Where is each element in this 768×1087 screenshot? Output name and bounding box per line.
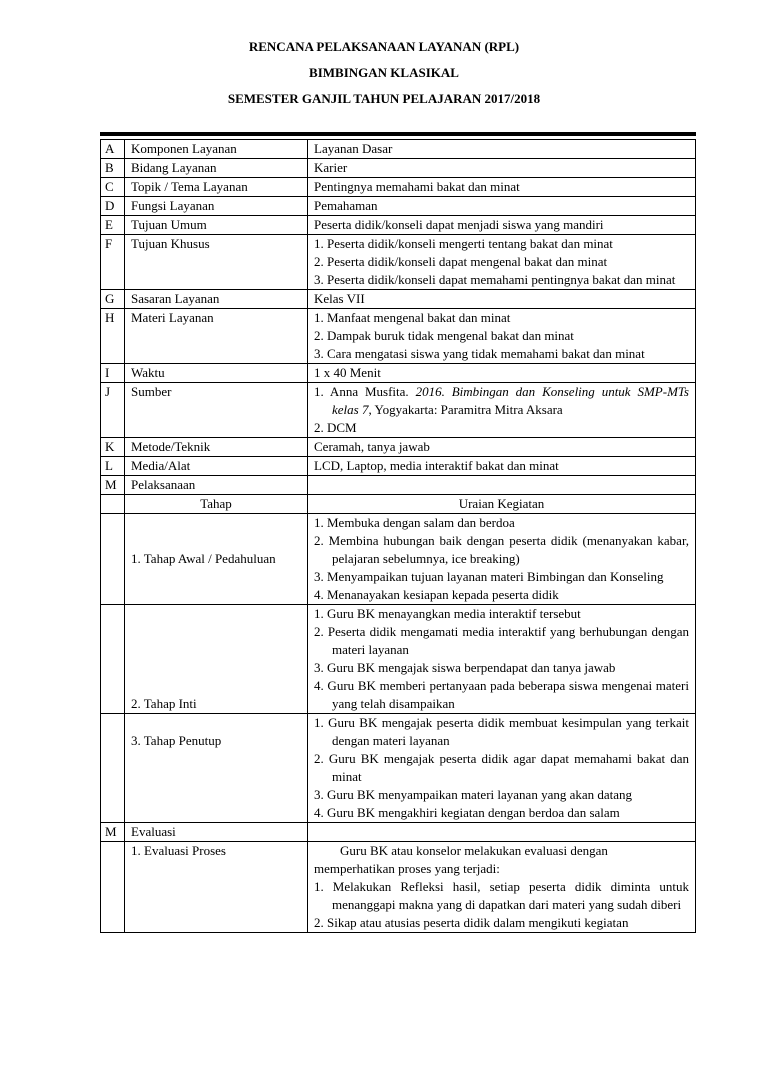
stage-label: 1. Evaluasi Proses bbox=[125, 842, 308, 933]
table-row bbox=[101, 290, 696, 309]
table-row bbox=[101, 383, 696, 438]
table-row bbox=[101, 495, 696, 514]
row-code: C bbox=[101, 178, 125, 197]
table-row bbox=[101, 514, 696, 605]
table-row bbox=[101, 197, 696, 216]
row-code bbox=[101, 605, 125, 714]
row-code: E bbox=[101, 216, 125, 235]
list-item bbox=[314, 383, 689, 419]
row-code bbox=[101, 842, 125, 933]
rpl-table bbox=[100, 139, 696, 933]
evaluation-intro: Guru BK atau konselor melakukan evaluasi dengan memperhatikan proses yang terjadi: bbox=[314, 843, 608, 876]
row-code bbox=[101, 514, 125, 605]
table-row bbox=[101, 235, 696, 290]
list-item: 2. Dampak buruk tidak mengenal bakat dan minat bbox=[314, 328, 574, 343]
table-row bbox=[101, 140, 696, 159]
row-value bbox=[308, 235, 696, 290]
ref-title: 2016. Bimbingan dan Konseling untuk SMP-MTs kelas 7 bbox=[332, 384, 689, 417]
list-item: 2. Guru BK mengajak peserta didik agar dapat memahami bakat dan minat bbox=[314, 751, 689, 784]
row-value: Layanan Dasar bbox=[308, 140, 696, 159]
row-value bbox=[308, 383, 696, 438]
row-code: K bbox=[101, 438, 125, 457]
row-label: Fungsi Layanan bbox=[125, 197, 308, 216]
list-item: 1. Membuka dengan salam dan berdoa bbox=[314, 515, 515, 530]
row-code: D bbox=[101, 197, 125, 216]
table-row bbox=[101, 216, 696, 235]
list-item: 2. Membina hubungan baik dengan peserta didik (menanyakan kabar, pelajaran sebelumnya, ice breaking) bbox=[314, 533, 689, 566]
table-row bbox=[101, 438, 696, 457]
list-item: 3. Peserta didik/konseli dapat memahami pentingnya bakat dan minat bbox=[314, 272, 676, 287]
source-list bbox=[314, 383, 689, 437]
row-label: Tujuan Khusus bbox=[125, 235, 308, 290]
stage-label bbox=[125, 714, 308, 823]
activity-list bbox=[314, 714, 689, 822]
column-header-uraian: Uraian Kegiatan bbox=[308, 495, 696, 514]
row-label: Sumber bbox=[125, 383, 308, 438]
row-label: Tujuan Umum bbox=[125, 216, 308, 235]
list-item: 1. Peserta didik/konseli mengerti tentang bakat dan minat bbox=[314, 236, 613, 251]
row-label: Komponen Layanan bbox=[125, 140, 308, 159]
table-row bbox=[101, 842, 696, 933]
row-value: Pentingnya memahami bakat dan minat bbox=[308, 178, 696, 197]
stage-label: 1. Tahap Awal / Pedahuluan bbox=[125, 514, 308, 605]
stage-activities bbox=[308, 514, 696, 605]
row-code bbox=[101, 495, 125, 514]
table-row bbox=[101, 159, 696, 178]
row-label: Sasaran Layanan bbox=[125, 290, 308, 309]
row-label: Waktu bbox=[125, 364, 308, 383]
row-value: Kelas VII bbox=[308, 290, 696, 309]
row-label: Media/Alat bbox=[125, 457, 308, 476]
document-title: RENCANA PELAKSANAAN LAYANAN (RPL) bbox=[248, 39, 520, 54]
row-label: Topik / Tema Layanan bbox=[125, 178, 308, 197]
list-item: 4. Menanayakan kesiapan kepada peserta didik bbox=[314, 587, 559, 602]
stage-label: 2. Tahap Inti bbox=[125, 605, 308, 714]
evaluation-text bbox=[308, 842, 696, 933]
row-value bbox=[308, 476, 696, 495]
table-row bbox=[101, 714, 696, 823]
row-value: Peserta didik/konseli dapat menjadi siswa yang mandiri bbox=[308, 216, 696, 235]
activity-list bbox=[314, 514, 689, 604]
ref-publisher: , Yogyakarta: Paramitra Mitra Aksara bbox=[368, 402, 563, 417]
list-item: 3. Guru BK mengajak siswa berpendapat dan tanya jawab bbox=[314, 660, 616, 675]
row-code: M bbox=[101, 823, 125, 842]
row-value bbox=[308, 823, 696, 842]
list-item: 4. Guru BK memberi pertanyaan pada beberapa siswa mengenai materi yang telah disampaikan bbox=[314, 678, 689, 711]
row-value: Pemahaman bbox=[308, 197, 696, 216]
list-item: 3. Cara mengatasi siswa yang tidak memahami bakat dan minat bbox=[314, 346, 645, 361]
row-code: B bbox=[101, 159, 125, 178]
list-item: 2. Peserta didik mengamati media interaktif yang berhubungan dengan materi layanan bbox=[314, 624, 689, 657]
list-item: 1. Guru BK mengajak peserta didik membuat kesimpulan yang terkait dengan materi layanan bbox=[314, 715, 689, 748]
column-header-tahap: Tahap bbox=[125, 495, 308, 514]
row-code: H bbox=[101, 309, 125, 364]
table-row bbox=[101, 476, 696, 495]
top-rule bbox=[100, 132, 696, 136]
row-value: Ceramah, tanya jawab bbox=[308, 438, 696, 457]
row-label: Metode/Teknik bbox=[125, 438, 308, 457]
table-row bbox=[101, 605, 696, 714]
row-label: Pelaksanaan bbox=[125, 476, 308, 495]
row-code: I bbox=[101, 364, 125, 383]
row-label: Bidang Layanan bbox=[125, 159, 308, 178]
row-value: Karier bbox=[308, 159, 696, 178]
list-item: 4. Guru BK mengakhiri kegiatan dengan berdoa dan salam bbox=[314, 805, 620, 820]
objective-list bbox=[314, 235, 689, 289]
material-list bbox=[314, 309, 689, 363]
list-item: 2. DCM bbox=[314, 420, 357, 435]
row-code: F bbox=[101, 235, 125, 290]
stage-label-text: 3. Tahap Penutup bbox=[131, 733, 222, 748]
document-subtitle: BIMBINGAN KLASIKAL bbox=[309, 65, 459, 80]
list-item: 1. Manfaat mengenal bakat dan minat bbox=[314, 310, 511, 325]
row-code bbox=[101, 714, 125, 823]
list-item: 2. Peserta didik/konseli dapat mengenal bakat dan minat bbox=[314, 254, 608, 269]
table-row bbox=[101, 823, 696, 842]
row-value bbox=[308, 309, 696, 364]
list-item: 1. Melakukan Refleksi hasil, setiap peserta didik diminta untuk menanggapi makna yang di dapatkan dari materi yang sudah diberi bbox=[314, 879, 689, 912]
stage-activities bbox=[308, 714, 696, 823]
table-row bbox=[101, 309, 696, 364]
row-value: 1 x 40 Menit bbox=[308, 364, 696, 383]
list-item: 1. Guru BK menayangkan media interaktif tersebut bbox=[314, 606, 581, 621]
row-code: J bbox=[101, 383, 125, 438]
row-value: LCD, Laptop, media interaktif bakat dan minat bbox=[308, 457, 696, 476]
table-row bbox=[101, 178, 696, 197]
table-row bbox=[101, 457, 696, 476]
document-semester: SEMESTER GANJIL TAHUN PELAJARAN 2017/2018 bbox=[227, 91, 541, 106]
list-item: 3. Menyampaikan tujuan layanan materi Bimbingan dan Konseling bbox=[314, 569, 664, 584]
row-label: Materi Layanan bbox=[125, 309, 308, 364]
list-item: 3. Guru BK menyampaikan materi layanan yang akan datang bbox=[314, 787, 633, 802]
row-code: A bbox=[101, 140, 125, 159]
row-code: G bbox=[101, 290, 125, 309]
table-row bbox=[101, 364, 696, 383]
row-label: Evaluasi bbox=[125, 823, 308, 842]
row-code: M bbox=[101, 476, 125, 495]
row-code: L bbox=[101, 457, 125, 476]
ref-author: 1. Anna Musfita. bbox=[314, 384, 416, 399]
evaluation-list bbox=[314, 878, 689, 932]
stage-activities bbox=[308, 605, 696, 714]
list-item: 2. Sikap atau atusias peserta didik dalam mengikuti kegiatan bbox=[314, 915, 629, 930]
activity-list bbox=[314, 605, 689, 713]
